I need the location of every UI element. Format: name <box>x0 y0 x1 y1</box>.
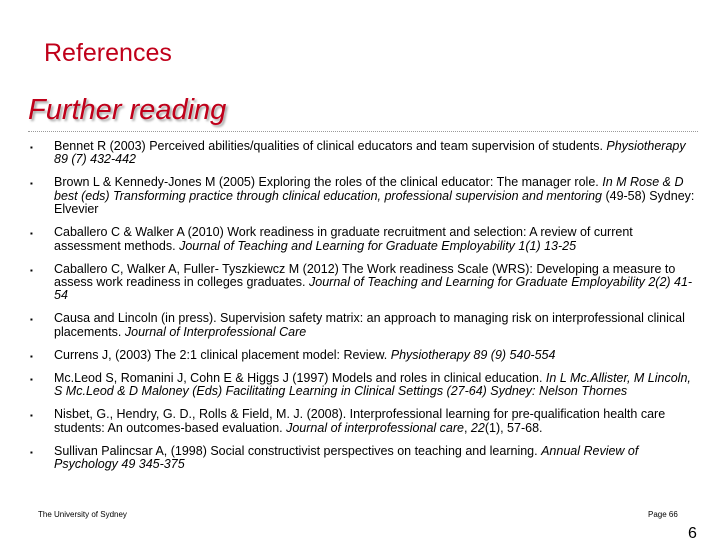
reference-item <box>30 140 696 167</box>
bullet-icon: ▪ <box>30 447 33 457</box>
page-subtitle: Further reading <box>28 94 227 126</box>
reference-list <box>30 140 696 481</box>
reference-item <box>30 349 696 362</box>
section-title: References <box>44 39 172 67</box>
bullet-icon: ▪ <box>30 229 33 239</box>
bullet-icon: ▪ <box>30 351 33 361</box>
reference-item <box>30 312 696 339</box>
reference-text: Caballero C & Walker A (2010) Work readiness in graduate recruitment and selection: A review of current assessment methods. <box>54 225 633 253</box>
reference-text: Causa and Lincoln (in press). Supervision safety matrix: an approach to managing risk on interprofessional clinical placements. <box>54 311 685 339</box>
reference-item <box>30 445 696 472</box>
bullet-icon: ▪ <box>30 411 33 421</box>
bullet-icon: ▪ <box>30 179 33 189</box>
reference-text: Sullivan Palincsar A, (1998) Social constructivist perspectives on teaching and learning. <box>54 443 542 458</box>
reference-item <box>30 408 696 435</box>
reference-item <box>30 263 696 303</box>
reference-source-text: Physiotherapy 89 (7) 432-442 <box>54 139 686 167</box>
bullet-icon: ▪ <box>30 374 33 384</box>
reference-text: Mc.Leod S, Romanini J, Cohn E & Higgs J (1997) Models and roles in clinical education. <box>54 370 546 385</box>
reference-source-text: 22 <box>470 420 485 435</box>
reference-source-text: Journal of Teaching and Learning for Graduate Employability 1(1) 13-25 <box>179 238 577 253</box>
reference-text: Caballero C, Walker A, Fuller- Tyszkiewcz M (2012) The Work readiness Scale (WRS): Developing a measure to assess work readiness in colleges graduates. <box>54 261 676 290</box>
title-divider <box>28 131 698 132</box>
reference-source-text: Journal of Teaching and Learning for Graduate Employability 2(2) 41-54 <box>54 275 693 303</box>
slide-number: 6 <box>688 525 697 542</box>
footer-institution: The University of Sydney <box>38 510 127 519</box>
reference-source-text: Physiotherapy 89 (9) 540-554 <box>390 347 556 362</box>
bullet-icon: ▪ <box>30 143 33 152</box>
reference-text: (49-58) Sydney: Elvevier <box>54 188 695 217</box>
bullet-icon: ▪ <box>30 315 33 325</box>
reference-text: , <box>463 420 471 435</box>
reference-item <box>30 176 696 216</box>
reference-item <box>30 372 696 399</box>
reference-source-text: In L Mc.Allister, M Lincoln, S Mc.Leod & D Maloney (Eds) Facilitating Learning in Clinical Settings (27-64) Sydney: Nelson Thornes <box>54 370 691 399</box>
reference-text: Nisbet, G., Hendry, G. D., Rolls & Field, M. J. (2008). Interprofessional learning for pre-qualification health care students: An outcomes-based evaluation. <box>54 407 666 435</box>
reference-source-text: Journal of Interprofessional Care <box>124 324 307 339</box>
footer-page-label: Page 66 <box>648 510 678 519</box>
reference-source-text: Journal of interprofessional care <box>286 420 464 435</box>
reference-text: Brown L & Kennedy-Jones M (2005) Exploring the roles of the clinical educator: The manager role. <box>54 175 603 190</box>
reference-text: (1), 57-68. <box>484 420 543 435</box>
reference-source-text: In M Rose & D best (eds) Transforming practice through clinical education, professional supervision and mentoring <box>54 175 684 203</box>
reference-source-text: Annual Review of Psychology 49 345-375 <box>54 443 639 472</box>
reference-item <box>30 226 696 253</box>
reference-text: Currens J, (2003) The 2:1 clinical placement model: Review. <box>54 347 391 362</box>
reference-text: Bennet R (2003) Perceived abilities/qualities of clinical educators and team supervision of students. <box>54 139 607 153</box>
bullet-icon: ▪ <box>30 265 33 275</box>
